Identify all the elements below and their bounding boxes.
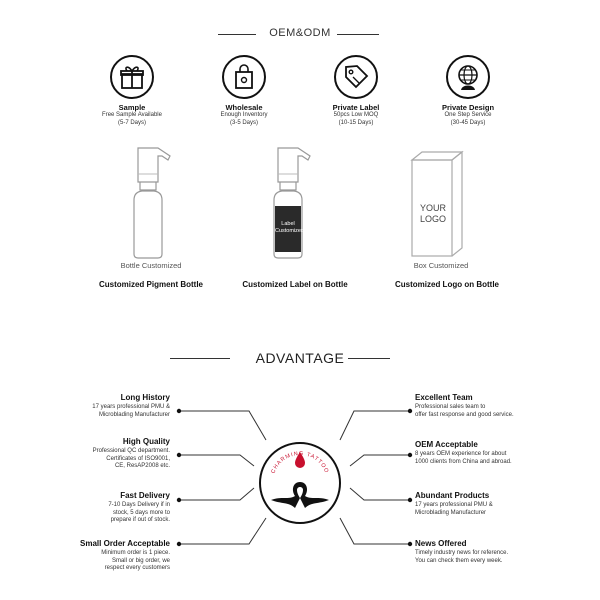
label-text-line: Label	[281, 221, 295, 227]
advantage-title: OEM Acceptable	[415, 440, 478, 449]
service-desc-line: Free Sample Available	[102, 112, 162, 118]
advantage-desc-line: prepare if out of stock.	[110, 517, 170, 523]
advantage-desc-line: Timely industry news for reference.	[415, 550, 509, 556]
advantage-desc-line: respect every customers	[104, 565, 170, 571]
service-desc-line: Enough Inventory	[220, 112, 268, 118]
service-desc-line: (3-5 Days)	[229, 119, 258, 126]
advantage-desc-line: CE, ResAP2008 etc.	[114, 463, 170, 469]
service-title: Sample	[118, 103, 146, 112]
service-desc-line: One Step Service	[444, 112, 492, 118]
oem-section-title: OEM&ODM	[269, 27, 331, 39]
advantage-desc-line: Certificates of ISO9001,	[106, 455, 170, 462]
advantage-item-small-order	[30, 539, 170, 573]
product-name: Customized Logo on Bottle	[395, 280, 499, 289]
advantage-item-fast-delivery	[30, 491, 170, 525]
service-desc-line: (10-15 Days)	[338, 119, 374, 126]
advantage-item-abundant-products	[415, 491, 575, 517]
advantage-title: Fast Delivery	[120, 491, 170, 500]
advantage-title: Excellent Team	[415, 393, 473, 402]
service-desc-line: (30-45 Days)	[450, 119, 486, 126]
advantage-desc-line: Professional QC department.	[92, 448, 170, 454]
advantage-item-long-history	[30, 393, 170, 419]
box-text-line: YOUR	[420, 203, 447, 213]
advantage-title: High Quality	[122, 437, 170, 446]
advantage-desc-line: Professional sales team to	[415, 404, 486, 410]
advantage-desc-line: 7-10 Days Delivery if in	[108, 502, 170, 508]
advantage-title: Long History	[120, 393, 170, 402]
advantage-title: Small Order Acceptable	[80, 539, 170, 548]
advantage-desc-line: 1000 clients from China and abroad.	[415, 458, 512, 465]
advantage-desc-line: Microblading Manufacturer	[98, 411, 170, 418]
advantage-desc-line: You can check them every week.	[415, 557, 503, 564]
logo-arc-text: CHARMING TATTOO	[270, 450, 330, 475]
advantage-desc-line: Minimum order is 1 piece.	[101, 550, 170, 556]
charming-tattoo-logo	[255, 438, 345, 528]
label-text-line: Customized	[275, 228, 305, 234]
advantage-item-excellent-team	[415, 393, 575, 419]
advantage-section-title: ADVANTAGE	[255, 350, 345, 366]
advantage-item-oem-acceptable	[415, 440, 575, 466]
service-desc-line: (5-7 Days)	[117, 119, 146, 126]
advantage-item-news-offered	[415, 539, 575, 565]
product-name: Customized Pigment Bottle	[98, 280, 203, 289]
advantage-desc-line: Small or big order, we	[111, 557, 170, 564]
advantage-item-high-quality	[30, 437, 170, 471]
box-text-line: LOGO	[420, 214, 447, 224]
advantage-title: Abundant Products	[415, 491, 490, 500]
product-caption: Box Customized	[413, 261, 469, 270]
service-title: Private Design	[441, 103, 495, 112]
service-desc-line: 50pcs Low MOQ	[333, 112, 379, 118]
product-caption: Bottle Customized	[120, 261, 182, 270]
advantage-desc-line: 8 years OEM experience for about	[415, 451, 507, 457]
advantage-desc-line: stock, 5 days more to	[112, 509, 170, 516]
advantage-desc-line: offer fast response and good service.	[415, 411, 514, 418]
product-name: Customized Label on Bottle	[242, 280, 348, 289]
advantage-title: News Offered	[415, 539, 467, 548]
advantage-desc-line: 17 years professional PMU &	[415, 502, 493, 508]
advantage-desc-line: Microblading Manufacturer	[415, 509, 487, 516]
service-title: Private Label	[332, 103, 380, 112]
advantage-desc-line: 17 years professional PMU &	[92, 404, 170, 410]
service-title: Wholesale	[225, 103, 263, 112]
